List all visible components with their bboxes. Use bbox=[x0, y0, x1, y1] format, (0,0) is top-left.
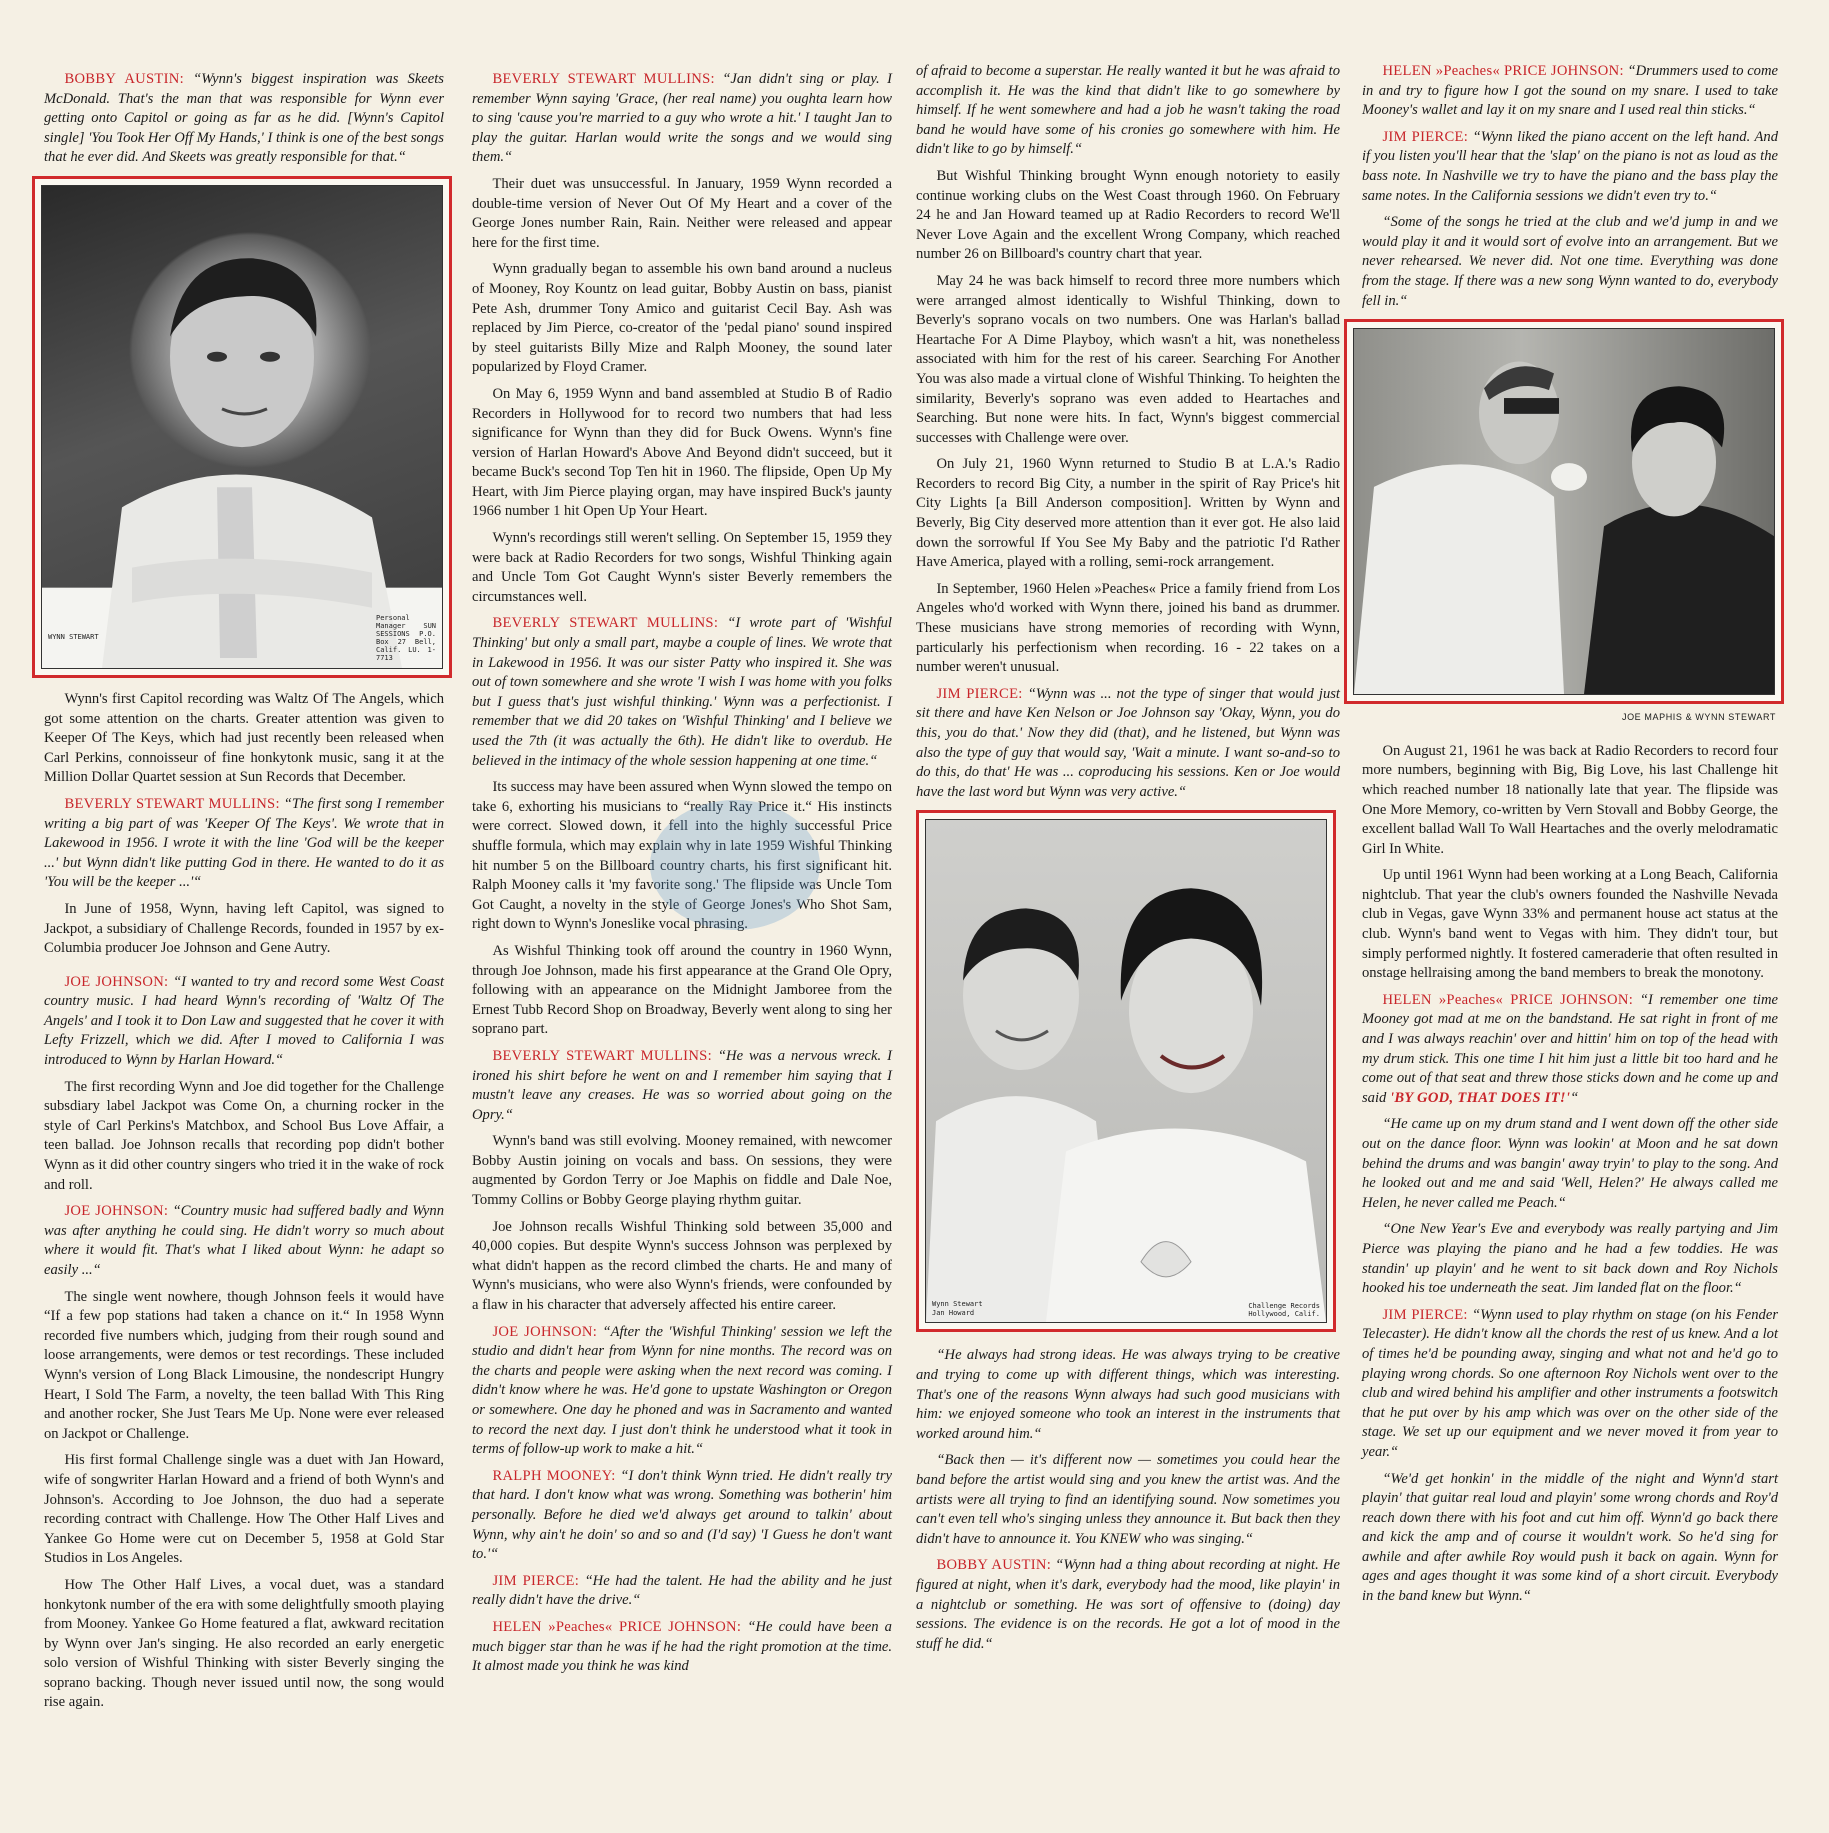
paragraph: In September, 1960 Helen »Peaches« Price a family friend from Los Angeles who'd worked with Wynn there, joined his band as drummer. These musicians have strong memories of recording with Wynn, particularly his perfectionism when recording. 16 - 22 takes on a number weren't unusual. bbox=[916, 580, 1340, 676]
paragraph: Its success may have been assured when Wynn slowed the tempo on take 6, exhorting his musicians to “really Ray Price it.“ His instincts were correct. Slowed down, it fell into the highly successful Price shuffle formula, which may explain why in late 1959 Wishful Thinking hit number 5 on the Billboard country charts, his first significant hit. Ralph Mooney calls it 'my favorite song.' The flipside was Uncle Tom Got Caught, a novelty in the style of George Jones's Who Shot Sam, right down to Wynn's Joneslike vocal phrasing. bbox=[472, 779, 892, 933]
speaker-name: BEVERLY STEWART MULLINS: bbox=[492, 71, 715, 87]
paragraph: Wynn gradually began to assemble his own band around a nucleus of Mooney, Roy Kountz on lead guitar, Bobby Austin on bass, pianist Pete Ash, drummer Tony Amico and guitarist Cecil Bay. Ash was replaced by Jim Pierce, co-creator of the 'pedal piano' sound inspired by steel guitarists Billy Mize and Ralph Mooney, the sound later popularized by Floyd Cramer. bbox=[472, 261, 892, 376]
speaker-name: BEVERLY STEWART MULLINS: bbox=[492, 615, 719, 632]
duo-image bbox=[925, 819, 1327, 1323]
quote-continuation: “One New Year's Eve and everybody was really partying and Jim Pierce was playing the piano and he had a few toddies. He was standin' up playin' and he went to sit back down and Roy Nichols hooked his toe underneath the seat. Jim landed flat on the floor.“ bbox=[1362, 1221, 1778, 1297]
quote-bobby-austin: BOBBY AUSTIN: “Wynn had a thing about recording at night. He figured at night, when it's dark, everybody had the mood, like playin' in a nightclub or something. He was sort of offensive to (doing) day sessions. The evidence is on the records. He got a lot of mood in the stuff he did.“ bbox=[916, 1557, 1340, 1652]
quote-beverly: BEVERLY STEWART MULLINS: “The first song I remember writing a big part of was 'Keeper Of The Keys'. We wrote that in Lakewood in 1956. I wrote it with the line 'God will be the keeper ...' but Wynn didn't like putting God in there. He wanted to do it as 'You will be the keeper ...'“ bbox=[44, 795, 444, 891]
shout-text: 'BY GOD, THAT DOES IT!' bbox=[1389, 1089, 1571, 1106]
quote-continuation: “Back then — it's different now — sometimes you could hear the band before the artist would sing and you knew the artist was. And the artists were all trying to find an identifying sound. Now sometimes you can't even tell who's singing unless they announce it. But back then they didn't have to announce it. You KNEW who was singing.“ bbox=[916, 1452, 1340, 1547]
quote-continuation: “We'd get honkin' in the middle of the night and Wynn'd start playin' that guitar real loud and playin' some wrong chords and Roy'd reach down there with his foot and cut him off. Wynn'd go back there and kick the amp and of course it wouldn't work. So he'd sing for awhile and after awhile Roy would push it back on again. Wynn for ages and ages thought it was some kind of a short circuit. Everybody in the band knew but Wynn.“ bbox=[1362, 1470, 1778, 1605]
quote-bobby-austin: BOBBY AUSTIN: “Wynn's biggest inspiration was Skeets McDonald. That's the man that was responsible for Wynn ever getting onto Capitol or going as far as he did. [Wynn's Capitol single] 'You Took Her Off My Hands,' I think is one of the best songs that he ever did. And Skeets was greatly responsible for that.“ bbox=[44, 71, 444, 166]
quote-jim-pierce: JIM PIERCE: “Wynn used to play rhythm on stage (on his Fender Telecaster). He didn't know all the chords the rest of us knew. And a lot of times he'd be pounding away, singing and what not and he'd go to playing wrong chords. So one afternoon Roy Nichols went over to the club and wired behind his amplifier and other instruments a footswitch that he put over by his amp which was over on the other side of the stage. We set up our equipment and we never moved it from year to year.“ bbox=[1362, 1306, 1779, 1460]
quote-ralph-mooney: RALPH MOONEY: “I don't think Wynn tried. He didn't really try that hard. I don't know what was wrong. Something was botherin' him personally. Before he died we'd always get around to talkin' about Wynn, why ain't he doin' so and so and (I'd say) 'I Guess he don't want to.'“ bbox=[472, 1467, 892, 1563]
quote-continuation: of afraid to become a superstar. He really wanted it but he was afraid to accomplish it. He was the kind that didn't like to go somewhere by himself. If he went somewhere and had a job he wasn't taking the road band he would have some of his cronies go somewhere with him. He didn't like to go by himself.“ bbox=[916, 63, 1340, 158]
quote-beverly: BEVERLY STEWART MULLINS: “Jan didn't sing or play. I remember Wynn saying 'Grace, (her real name) you oughta learn how to sing 'cause you're married to a guy who wrote a hit.' I taught Jan to play the guitar. Harlan would write the songs and we would sing them.“ bbox=[472, 71, 892, 166]
quote-helen-price: HELEN »Peaches« PRICE JOHNSON: “I remember one time Mooney got mad at me on the bandstand. He sat right in front of me and I was always reachin' over and hittin' him on top of the head with my drum stick. This one time I hit him just a little bit too hard and he come out of that seat and threw those sticks down and he come up and said 'BY GOD, THAT DOES IT!'“ bbox=[1362, 991, 1778, 1106]
quote-helen-price: HELEN »Peaches« PRICE JOHNSON: “He could have been a much bigger star than he was if he had the right promotion at the time. It almost made you think he was kind bbox=[472, 1618, 892, 1675]
paragraph: The first recording Wynn and Joe did together for the Challenge subsdiary label Jackpot was Come On, a churning rocker in the style of Carl Perkins's Matchbox, and School Bus Love Affair, a teen ballad. Joe Johnson recalls that recording pop didn't bother Wynn as it did other country singers who tried it in the wake of rock and roll. bbox=[44, 1078, 444, 1193]
speaker-name: HELEN »Peaches« PRICE JOHNSON: bbox=[1382, 63, 1624, 79]
paragraph: On May 6, 1959 Wynn and band assembled at Studio B of Radio Recorders in Hollywood for to record two numbers that had less significance for Wynn than they did for Buck Owens. Wynn's fine version of Harlan Howard's Above And Beyond didn't succeed, but it became Buck's second Top Ten hit in 1960. The flipside, Open Up My Heart, with Jim Pierce playing organ, may have inspired Buck's jaunty 1966 number 1 hit Open Up Your Heart. bbox=[472, 385, 892, 520]
maphis-image bbox=[1353, 328, 1775, 695]
speaker-name: JOE JOHNSON: bbox=[64, 1203, 169, 1220]
speaker-name: BOBBY AUSTIN: bbox=[64, 71, 184, 87]
speaker-name: JIM PIERCE: bbox=[1382, 128, 1469, 145]
quote-joe-johnson: JOE JOHNSON: “After the 'Wishful Thinking' session we left the studio and didn't hear from Wynn for nine months. The record was on the charts and people were asking when the next record was coming. I didn't know where he was. He'd gone to upstate Washington or Oregon or somewhere. One day he phoned and was in Sacramento and wanted to record the next day. I just don't think he understood what it took in terms of follow-up work to make a hit.“ bbox=[472, 1323, 892, 1458]
paragraph: On July 21, 1960 Wynn returned to Studio B at L.A.'s Radio Recorders to record Big City, a number in the spirit of Ray Price's hit City Lights [a Bill Anderson composition]. Written by Wynn and Beverly, Big City deserved more attention than it ever got. He also laid down the sorrowful If You See My Baby and the patriotic I'd Rather Have America, played with a rolling, semi-rock arrangement. bbox=[916, 456, 1340, 571]
speaker-name: BEVERLY STEWART MULLINS: bbox=[492, 1047, 712, 1064]
speaker-name: BEVERLY STEWART MULLINS: bbox=[64, 795, 280, 812]
quote-helen-price: HELEN »Peaches« PRICE JOHNSON: “Drummers used to come in and try to figure how I got the sound on my snare. I used to take Mooney's wallet and lay it on my snare and I used real thin sticks.“ bbox=[1362, 63, 1778, 119]
speaker-name: JIM PIERCE: bbox=[492, 1572, 580, 1589]
column-3 bbox=[916, 62, 1340, 1661]
column-4 bbox=[1362, 62, 1778, 1614]
photo-caption-management: Personal Manager SUN SESSIONS P.O. Box 27 Bell, Calif. LU. 1-7713 bbox=[376, 613, 436, 662]
paragraph: The single went nowhere, though Johnson feels it would have “If a few pop stations had taken a chance on it.“ In 1958 Wynn recorded five numbers which, judging from their rough sound and loose arrangements, were demos or test recordings. These included Wynn's version of Long Black Limousine, the nondescript Hungry Heart, I Sold The Farm, a novelty, the teen ballad With This Ring and another rocker, She Just Tears Me Up. None were ever released on Jackpot or Challenge. bbox=[44, 1288, 444, 1442]
paragraph: His first formal Challenge single was a duet with Jan Howard, wife of songwriter Harlan Howard and a friend of both Wynn's and Johnson's. According to Joe Johnson, the duo had a seperate recording contract with Challenge. How The Other Half Lives and Yankee Go Home were cut on December 5, 1958 at Gold Star Studios in Los Angeles. bbox=[44, 1452, 444, 1567]
quote-joe-johnson: JOE JOHNSON: “Country music had suffered badly and Wynn was after anything he could sing. He didn't worry so much about where it would fit. That's what I liked about Wynn: he adapt so easily ...“ bbox=[44, 1203, 444, 1278]
paragraph: As Wishful Thinking took off around the country in 1960 Wynn, through Joe Johnson, made his first appearance at the Grand Ole Opry, following with an appearance on the Midnight Jamboree from the Ernest Tubb Record Shop on Broadway, Beverly went along to sing her soprano part. bbox=[472, 942, 892, 1038]
paragraph: On August 21, 1961 he was back at Radio Recorders to record four more numbers, beginning with Big, Big Love, his last Challenge hit which reached number 18 nationally late that year. The flipside was One More Memory, co-written by Vern Stovall and Bobby George, the excellent ballad Wall To Wall Heartaches and the overly melodramatic Girl In White. bbox=[1362, 742, 1778, 857]
duo-figures bbox=[926, 820, 1326, 1322]
paragraph: Wynn's first Capitol recording was Waltz Of The Angels, which got some attention on the charts. Greater attention was given to Keeper Of The Keys, which had just recently been released when Carl Perkins, connoisseur of fine honkytonk music, sang it at the Million Dollar Quartet session at Sun Records that December. bbox=[44, 690, 444, 786]
portrait-figure bbox=[42, 186, 442, 668]
paragraph: Wynn's recordings still weren't selling. On September 15, 1959 they were back at Radio Recorders for two songs, Wishful Thinking again and Uncle Tom Got Caught Wynn's sister Beverly remembers the circumstances well. bbox=[472, 530, 892, 605]
quote-continuation: “Some of the songs he tried at the club and we'd jump in and we would play it and it would sort of evolve into an arrangement. But we never rehearsed. We never did. Not one time. Everything was done from the stage. If there was a new song Wynn wanted to do, everybody fell in.“ bbox=[1362, 214, 1778, 309]
maphis-stewart-photo bbox=[1344, 319, 1784, 704]
speaker-name: RALPH MOONEY: bbox=[492, 1467, 616, 1484]
paragraph: Wynn's band was still evolving. Mooney remained, with newcomer Bobby Austin joining on vocals and bass. On sessions, they were augmented by Gordon Terry or Joe Maphis on fiddle and Dale Noe, Tommy Collins or Bobby George playing rhythm guitar. bbox=[472, 1133, 892, 1209]
speaker-name: HELEN »Peaches« PRICE JOHNSON: bbox=[492, 1618, 742, 1635]
quote-beverly: BEVERLY STEWART MULLINS: “He was a nervous wreck. I ironed his shirt before he went on and I remember him saying that I mustn't leave any creases. He was so worried about going on the Opry.“ bbox=[472, 1047, 892, 1123]
quote-jim-pierce: JIM PIERCE: “Wynn was ... not the type of singer that would just sit there and have Ken Nelson or Joe Johnson say 'Okay, Wynn, you do this, you do that.' Now they did (that), and he listened, but Wynn was also the type of guy that would say, 'Wait a minute. I want so-and-so to do this, do that' He was ... coproducing his sessions. Ken or Joe would have the last word but Wynn was very active.“ bbox=[916, 685, 1340, 800]
paragraph: Their duet was unsuccessful. In January, 1959 Wynn recorded a double-time version of Never Out Of My Heart and a cover of the George Jones number Rain, Rain. Neither were released and appear here for the first time. bbox=[472, 175, 892, 251]
quote-continuation: “He came up on my drum stand and I went down off the other side out on the dance floor. Wynn was lookin' at Moon and he sat down behind the drums and was bangin' away tryin' to play to the song. And he looked out and me and said 'Well, Helen?' He always called me Helen, he never called me Peach.“ bbox=[1362, 1116, 1778, 1211]
wynn-stewart-portrait bbox=[32, 176, 452, 678]
paragraph: In June of 1958, Wynn, having left Capitol, was signed to Jackpot, a subsidiary of Challenge Records, founded in 1957 by ex-Columbia producer Joe Johnson and Gene Autry. bbox=[44, 900, 444, 957]
wynn-and-jan-photo bbox=[916, 810, 1336, 1332]
column-2 bbox=[472, 70, 892, 1684]
photo-caption-label: Challenge Records Hollywood, Calif. bbox=[1248, 1302, 1320, 1319]
photo-caption-names: Wynn Stewart Jan Howard bbox=[932, 1300, 983, 1318]
speaker-name: JOE JOHNSON: bbox=[64, 973, 169, 990]
quote-jim-pierce: JIM PIERCE: “He had the talent. He had the ability and he just really didn't have the drive.“ bbox=[472, 1572, 892, 1609]
speaker-name: JIM PIERCE: bbox=[1382, 1306, 1468, 1323]
paragraph: Up until 1961 Wynn had been working at a Long Beach, California nightclub. That year the club's owners founded the Nashville Nevada club in Vegas, gave Wynn 33% and permanent house act status at the club. Wynn's band went to Vegas with him. They didn't tour, but simply performed nightly. It fostered cameraderie that often resulted in onstage hellraising among the band members to break the monotony. bbox=[1362, 867, 1778, 982]
photo-caption: JOE MAPHIS & WYNN STEWART bbox=[1621, 712, 1776, 723]
maphis-figures bbox=[1354, 329, 1774, 694]
column-1 bbox=[44, 70, 444, 1720]
speaker-name: JIM PIERCE: bbox=[936, 685, 1023, 702]
speaker-name: BOBBY AUSTIN: bbox=[936, 1557, 1052, 1574]
speaker-name: JOE JOHNSON: bbox=[492, 1323, 598, 1340]
quote-continuation: “He always had strong ideas. He was always trying to be creative and trying to come up with different things, which was interesting. That's one of the reasons Wynn always had such good musicians with him: we enjoyed someone who took an interest in the instruments that worked around him.“ bbox=[916, 1347, 1340, 1442]
speaker-name: HELEN »Peaches« PRICE JOHNSON: bbox=[1382, 991, 1634, 1008]
photo-caption-name: WYNN STEWART bbox=[48, 633, 99, 642]
paragraph: May 24 he was back himself to record three more numbers which were arranged almost identically to Wishful Thinking, down to Beverly's soprano vocals on two numbers. One was Harlan's ballad Heartache For A Dime Playboy, which wasn't a hit, was nonetheless associated with him for the rest of his career. Searching For Another You was also made a virtual clone of Wishful Thinking. To heighten the similarity, Beverly's soprano was even added to Heartaches and Searching. But none were hits. In fact, Wynn's biggest commercial successes with Challenge were over. bbox=[916, 272, 1340, 446]
quote-jim-pierce: JIM PIERCE: “Wynn liked the piano accent on the left hand. And if you listen you'll hear that the 'slap' on the piano is not as loud as the bass note. In Nashville we try to have the piano and the bass play the same notes. In the California sessions we didn't even try to.“ bbox=[1362, 128, 1778, 204]
portrait-image bbox=[41, 185, 443, 669]
paragraph: How The Other Half Lives, a vocal duet, was a standard honkytonk number of the era with some delightfully smooth playing from Mooney. Yankee Go Home featured a flat, awkward recitation by Wynn over Jan's singing. He also recorded an early energetic solo version of Wishful Thinking with sister Beverly singing the soprano backing. Though never issued until now, the song would rise again. bbox=[44, 1576, 444, 1711]
quote-beverly: BEVERLY STEWART MULLINS: “I wrote part of 'Wishful Thinking' but only a small part, maybe a couple of lines. We wrote that in Lakewood in 1956. It was our sister Patty who inspired it. She was out of town somewhere and she wrote 'I wish I was home with you folks but I guess that's just wishful thinking.' Wynn was a perfectionist. I remember that we did 20 takes on 'Wishful Thinking' and I believe we used the 7th (it was actually the 6th). He didn't like to overdub. He believed in the intimacy of the whole session happening at one time.“ bbox=[472, 615, 892, 769]
paragraph: But Wishful Thinking brought Wynn enough notoriety to easily continue working clubs on the West Coast through 1960. On February 24 he and Jan Howard teamed up at Radio Recorders to record We'll Never Love Again and the excellent Wrong Company, which reached number 26 on Billboard's country chart that year. bbox=[916, 167, 1340, 263]
quote-joe-johnson: JOE JOHNSON: “I wanted to try and record some West Coast country music. I had heard Wynn's recording of 'Waltz Of The Angels' and I took it to Don Law and suggested that he cover it with Lefty Frizzell, which we did. After I moved to California I was introduced to Wynn by Harlan Howard.“ bbox=[44, 973, 445, 1069]
paragraph: Joe Johnson recalls Wishful Thinking sold between 35,000 and 40,000 copies. But despite Wynn's success Johnson was perplexed by what didn't happen as the record climbed the charts. He and many of Wynn's musicians, who were also Wynn's friends, were confounded by a flaw in his character that adversely affected his entire career. bbox=[472, 1218, 892, 1314]
